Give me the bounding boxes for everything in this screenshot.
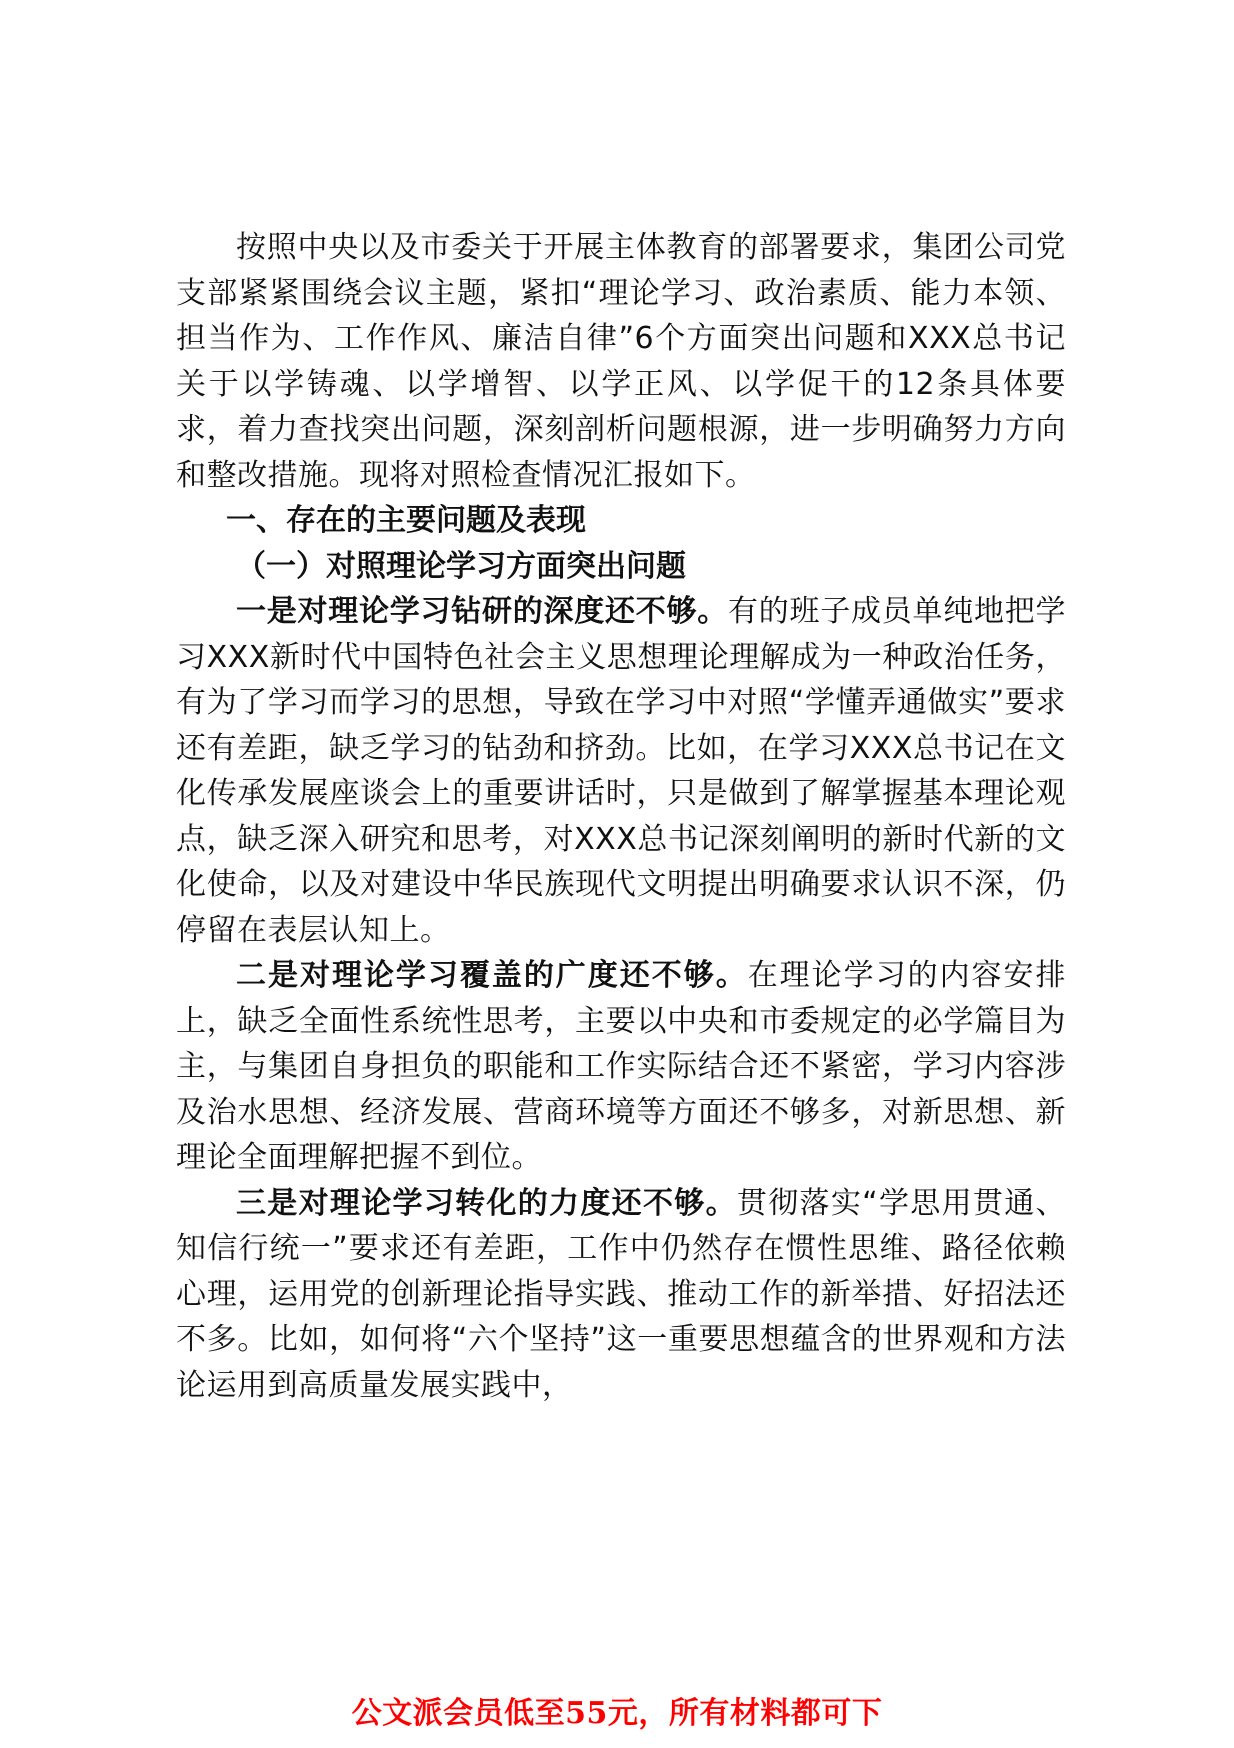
issue-paragraph-2 xyxy=(176,953,1066,1181)
intro-paragraph: 按照中央以及市委关于开展主体教育的部署要求，集团公司党支部紧紧围绕会议主题，紧扣“理论学习、政治素质、能力本领、担当作为、工作作风、廉洁自律”6个方面突出问题和XXX总书记关于以学铸魂、以学增智、以学正风、以学促干的12条具体要求，着力查找突出问题，深刻剖析问题根源，进一步明确努力方向和整改措施。现将对照检查情况汇报如下。 xyxy=(176,230,1066,493)
issue-lead-2: 二是对理论学习覆盖的广度还不够。 xyxy=(236,958,748,993)
issue-body-1: 有的班子成员单纯地把学习XXX新时代中国特色社会主义思想理论理解成为一种政治任务，有为了学习而学习的思想，导致在学习中对照“学懂弄通做实”要求还有差距，缺乏学习的钻劲和挤劲。比如，在学习XXX总书记在文化传承发展座谈会上的重要讲话时，只是做到了解掌握基本理论观点，缺乏深入研究和思考，对XXX总书记深刻阐明的新时代新的文化使命，以及对建设中华民族现代文明提出明确要求认识不深，仍停留在表层认知上。 xyxy=(176,594,1066,948)
document-body xyxy=(176,225,1066,1408)
section-heading: 一、存在的主要问题及表现 xyxy=(226,503,586,538)
promo-footer: 公文派会员低至55元，所有材料都可下 xyxy=(351,1696,883,1731)
issue-lead-3: 三是对理论学习转化的力度还不够。 xyxy=(236,1185,737,1221)
issue-paragraph-1 xyxy=(176,589,1066,953)
issue-paragraph-3 xyxy=(176,1181,1066,1409)
issue-body-2: 在理论学习的内容安排上，缺乏全面性系统性思考，主要以中央和市委规定的必学篇目为主，与集团自身担负的职能和工作实际结合还不紧密，学习内容涉及治水思想、经济发展、营商环境等方面还不够多，对新思想、新理论全面理解把握不到位。 xyxy=(176,958,1067,1175)
issue-body-3: 贯彻落实“学思用贯通、知信行统一”要求还有差距，工作中仍然存在惯性思维、路径依赖心理，运用党的创新理论指导实践、推动工作的新举措、好招法还不多。比如，如何将“六个坚持”这一重要思想蕴含的世界观和方法论运用到高质量发展实践中， xyxy=(176,1185,1067,1403)
issue-lead-1: 一是对理论学习钻研的深度还不够。 xyxy=(236,594,728,629)
subsection-heading: （一）对照理论学习方面突出问题 xyxy=(236,548,686,584)
